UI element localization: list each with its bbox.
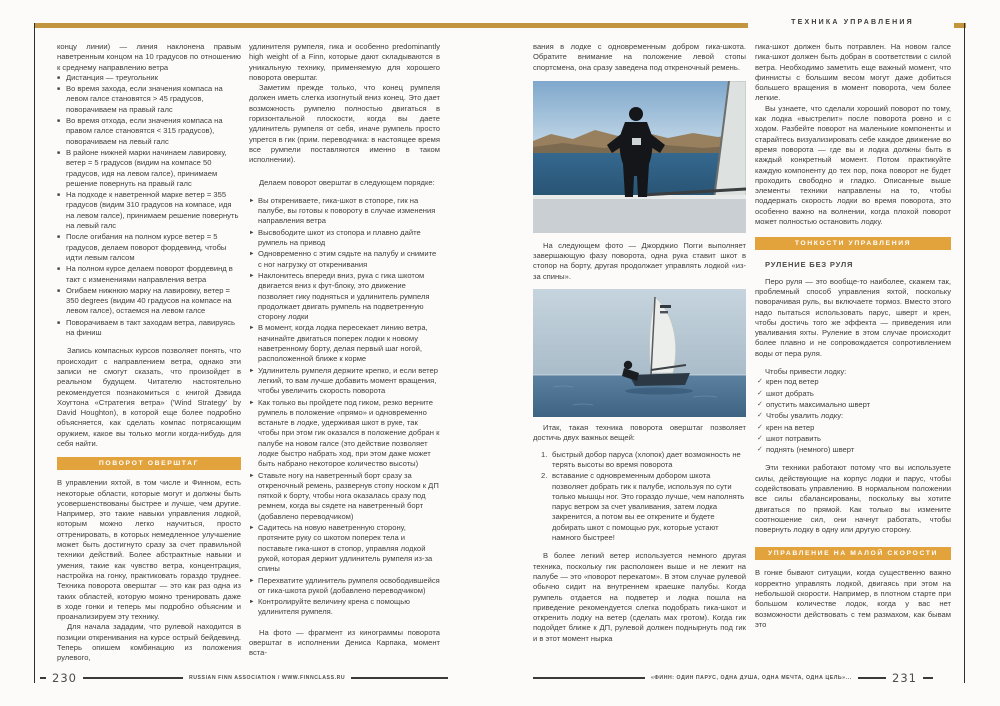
page-edge-right: [964, 23, 965, 683]
tack-steps-list: [249, 196, 440, 618]
list-item: [249, 228, 440, 249]
list-item: [757, 411, 951, 421]
tiller-continuation-paragraph: удлинителя румпеля, гика и особенно predominantly high weight of a Finn, которые дают складываются в уникальную технику, применяемую для хорошего поворота оверштаг.: [249, 42, 440, 82]
footer-motto-text: «ФИНН: ОДИН ПАРУС, ОДНА ДУША, ОДНА МЕЧТА, ОДНА ЦЕЛЬ»...: [651, 675, 852, 681]
list-item-text: Как только вы пройдете под гиком, резко верните румпель в положение «прямо» и одновременно встаньте в лодке, удерживая шкот в руке, так чтобы при этом гик оказался в положение добран к палубе на новом галсе (это действие позволяет лодке быстро набрать ход, при этом даже может быть набрано некоторое количество высоты): [258, 397, 440, 469]
list-item-text: Садитесь на новую наветренную сторону, протяните руку со шкотом поперек тела и поставьте гика-шкот в стопор, управляя лодкой рукой, которая держит удлинитель румпеля из-за спины: [258, 523, 433, 574]
square-bullet-icon: ■: [57, 319, 61, 326]
left-page-column-1: [57, 42, 241, 664]
list-item-text: На подходе к наветренной марке ветер = 355 градусов (видим 310 градусов на компасе, идя на левом галсе), принимаем решение повернуть на левый галс: [66, 190, 239, 231]
list-item: [57, 84, 241, 115]
list-item-text: быстрый добор паруса (хлопок) дает возможность не терять высоты во время поворота: [552, 449, 741, 469]
tack-benefits-list: [533, 450, 746, 544]
arrow-bullet-icon: ►: [249, 251, 255, 258]
steering-checklist: [755, 377, 951, 455]
luff-list-intro: Чтобы привести лодку:: [765, 367, 847, 377]
list-item: [249, 271, 440, 322]
square-bullet-icon: ■: [57, 234, 61, 241]
list-item: [249, 576, 440, 597]
list-item-text: Перехватите удлинитель румпеля освободившейся от гика-шкота рукой (добавлено переводчиком): [258, 575, 440, 595]
footer-rule: [40, 677, 46, 678]
square-bullet-icon: ■: [57, 266, 61, 273]
list-item: [757, 445, 951, 455]
list-item: [757, 434, 951, 444]
section-banner-tack: [57, 457, 241, 470]
left-page-column-2: [249, 42, 440, 659]
list-item-text: Во время захода, если значения компаса на левом галсе становятся > 45 градусов, поворачиваем на правый галс: [66, 84, 223, 114]
list-item: [757, 423, 951, 433]
photo-finn-sailing-art: [533, 289, 746, 417]
list-item-text: Ставьте ногу на наветренный борт сразу за откреночный ремень, развернув стопу носком к ДП пяткой к борту, чтобы нога оказалась сразу под ремнем, когда вы сядете на наветренный борт (добавлено переводчиком): [258, 470, 439, 521]
list-item-text: После огибания на полном курсе ветер = 5 градусов, делаем поворот фордевинд, чтобы идти левым галсом: [66, 232, 227, 262]
list-item-text: Вы открениваете, гика-шкот в стопоре, гик на палубе, вы готовы к повороту в случае изменения направления ветра: [258, 195, 436, 226]
square-bullet-icon: ■: [57, 74, 61, 81]
list-item: [57, 73, 241, 83]
list-item: [757, 389, 951, 399]
list-item: [541, 450, 746, 471]
right-page-column-2: [755, 42, 951, 630]
slow-speed-paragraph: В гонке бывают ситуации, когда существенно важно корректно управлять лодкой, двигаясь при этом на небольшой скорости. Например, в плотном старте при большом количестве лодок, когда у вас нет возможности действовать с тем размахом, как бывам это: [755, 568, 951, 629]
list-item: [57, 286, 241, 317]
check-bullet-icon: ✓: [757, 412, 763, 420]
tack-steps-intro: Делаем поворот оверштаг в следующем порядке:: [259, 177, 435, 187]
light-wind-paragraph: В более легкий ветер используется немного другая техника, поскольку гик расположен выше и не лежит на палубе — это «поворот перекатом». В этом случае рулевой обычно сидит на внутреннем краешке палубы. Когда румпель отдается на подветер и лодка пошла на приведение рекомендуется слегка подобрать гика-шкот и откренить лодку на ветер (сделать мах гротом). Когда гик подойдет ближе к ДП, рулевой должен поднырнуть под гик и в этот момент нырка: [533, 551, 746, 643]
list-item: [249, 323, 440, 364]
section-banner-slow-speed: [755, 547, 951, 560]
list-item: [57, 190, 241, 231]
page-number-231: 231: [892, 671, 917, 685]
page-edge-left: [34, 23, 35, 683]
list-item: [249, 597, 440, 618]
list-item: [757, 400, 951, 410]
number-label: 1.: [541, 449, 548, 459]
list-item: [249, 249, 440, 270]
check-bullet-icon: ✓: [757, 400, 763, 408]
list-item-text: крен под ветер: [766, 377, 819, 387]
section-banner-fine-control-label: ТОНКОСТИ УПРАВЛЕНИЯ: [794, 239, 912, 247]
list-item: [757, 377, 951, 387]
list-item: [541, 471, 746, 543]
page-number-230: 230: [52, 671, 77, 685]
list-item-text: шкот добрать: [766, 388, 814, 398]
list-item-text: Наклонитесь впереди вниз, рука с гика шкотом двигается вниз к фут-блоку, это движение позволяет гику подняться и удлинитель румпеля продолжает двигать румпель на подветренную сторону лодки: [258, 270, 430, 322]
tack-intro-paragraph: В управлении яхтой, в том числе и Финном, есть некоторые области, которые могут и должны быть усовершенствованы быстрее и лучше, чем другие. Например, это такие навыки управления лодкой, которым можно легко научиться, просто оттренировать, в которых немедленное улучшение может быть достигнуто сразу за счет правильной техники действий. Более абстрактные навыки и умения, такие как чувство ветра, концентрация, настройка на гонку, практиковать гораздо труднее. Техника поворота оверштаг — это как раз одна из таких областей, которую можно тренировать даже в ходе гонки и теперь мы подробно объясним и проанализируем эту технику.: [57, 478, 241, 622]
footer-rule: [533, 677, 645, 678]
photo-reference-paragraph: На фото — фрагмент из кинограммы поворота оверштаг в исполнении Дениса Карпака, момент вста-: [249, 627, 440, 658]
footer-rule: [83, 677, 183, 678]
tiller-note-paragraph: Заметим прежде только, что конец румпеля должен иметь слегка изогнутый вниз конец. Это дает возможность румпелю полностью двигаться в горизонтальной плоскости, когда вы даете удлинитель румпеля от себя, иначе румпель просто упрется в гик (прим. переводчика: в настоящее время все румпели поставляются именно в таком исполнении).: [249, 83, 440, 165]
compass-strategy-paragraph: Запись компасных курсов позволяет понять, что происходит с направлением ветра, однако эти записи не смогут сказать, что произойдет в реальном будущем. Читателю настоятельно рекомендуется познакомиться с книгой Дэвида Хоугтона «Стратегия ветра» ('Wind Strategy' by David Houghton), в которой еще более подробно объясняется, как сделать компас потрясающим оружием, какое вы только могли когда-нибудь для себя найти.: [57, 346, 241, 448]
check-bullet-icon: ✓: [757, 378, 763, 386]
list-item-text: Одновременно с этим сядьте на палубу и снимите с ног нагрузку от откренивания: [258, 249, 437, 269]
footer-association-text: RUSSIAN FINN ASSOCIATION / WWW.FINNCLASS.RU: [188, 675, 346, 681]
list-item: [57, 116, 241, 147]
arrow-bullet-icon: ►: [249, 197, 255, 204]
list-item-text: На полном курсе делаем поворот фордевинд в такт с изменениями направления ветра: [66, 264, 233, 284]
intro-continuation-paragraph: концу линии) — линия наклонена правым наветренным концом на 10 градусов по отношению к среднему направлению ветра: [57, 42, 241, 72]
forces-paragraph: Эти техники работают потому что вы используете силы, действующие на корпус лодки и парус, чтобы содействовать управлению. В нормальном положении все силы сбалансированы, поскольку вы хотите двигаться по прямой. Как только вы измените соотношение сил, они начнут работать, чтобы повернуть лодку в одну или другую сторону.: [755, 463, 951, 535]
list-item: [249, 523, 440, 574]
list-item-text: крен на ветер: [766, 422, 815, 432]
tack-benefits-intro: Итак, такая техника поворота оверштаг позволяет достичь двух важных вещей:: [533, 423, 746, 443]
photo-sailor-standing: [533, 81, 746, 233]
section-banner-tack-label: ПОВОРОТ ОВЕРШТАГ: [98, 459, 200, 467]
list-item: [249, 196, 440, 227]
left-page-footer: [40, 671, 448, 685]
list-item-text: шкот потравить: [766, 433, 821, 443]
check-bullet-icon: ✓: [757, 389, 763, 397]
check-bullet-icon: ✓: [757, 446, 763, 454]
arrow-bullet-icon: ►: [249, 367, 255, 374]
footer-rule: [923, 677, 933, 678]
compass-course-list: [57, 73, 241, 338]
photo2-caption: На следующем фото — Джорджио Погги выполняет завершающую фазу поворота, одна рука ставит шкот в стопор на борту, другая продолжает управлять лодкой «из-за спины».: [533, 240, 746, 281]
arrow-bullet-icon: ►: [249, 399, 255, 406]
footer-rule: [858, 677, 886, 678]
list-item-text: Чтобы увалить лодку:: [766, 411, 844, 421]
rudderless-paragraph: Перо руля — это вообще-то наиболее, скажем так, проблемный способ управления яхтой, поскольку поворачивая руль, вы включаете тормоз. Вместо этого надо пытаться использовать парус, шверт и крен, чтобы достичь того же эффекта — приведения или уваливания яхты. Руление в этом случае происходит более плавно и не сопровождается сопротивлением воды от пера руля.: [755, 276, 951, 358]
square-bullet-icon: ■: [57, 149, 61, 156]
rudderless-steering-subheading: РУЛЕНИЕ БЕЗ РУЛЯ: [765, 260, 854, 270]
list-item-text: опустить максимально шверт: [766, 399, 871, 409]
list-item: [57, 318, 241, 339]
photo-finn-sailing: [533, 289, 746, 417]
list-item-text: Удлинитель румпеля держите крепко, и если ветер легкий, то вам лучше добавить момент вращения, чтобы увеличить скорость поворота: [258, 365, 439, 396]
good-tack-paragraph: Вы узнаете, что сделали хороший поворот по тому, как лодка «выстрелит» после поворота ровно и с ходом. Разбейте поворот на маленькие компоненты и старайтесь визуализировать себе каждое движение во время поворота — где вы и лодка должны быть в каждый конкретный момент. Потом практикуйте каждую компоненту до тех пор, пока поворот не будет проходить свободно и гладко. Описанные выше элементы техники направлены на то, чтобы поддержать скорость лодки во время поворота, это особенно важно на волнении, когда плохой поворот может полностью остановить лодку.: [755, 103, 951, 227]
section-banner-fine-control: [755, 237, 951, 250]
right-page-footer: [533, 671, 933, 685]
square-bullet-icon: ■: [57, 86, 61, 93]
bib-patch: [632, 138, 641, 145]
list-item-text: Поворачиваем в такт заходам ветра, лавируясь на финиш: [66, 317, 235, 338]
check-bullet-icon: ✓: [757, 423, 763, 431]
arrow-bullet-icon: ►: [249, 325, 255, 332]
arrow-bullet-icon: ►: [249, 272, 255, 279]
list-item: [249, 366, 440, 397]
list-item-text: вставание с одновременным добором шкота позволяет добрать гик к палубе, используя по сути только мышцы ног. Это гораздо лучше, чем наполнять парус ветром за счет уваливания, затем лодка закренится, а потом вы ее открените и будете добирать шкот с помощью рук, которые устают намного быстрее!: [552, 471, 745, 543]
list-item: [249, 471, 440, 522]
square-bullet-icon: ■: [57, 192, 61, 199]
list-item-text: Дистанция — треугольник: [66, 72, 158, 82]
arrow-bullet-icon: ►: [249, 229, 255, 236]
right-page-column-1: [533, 42, 746, 644]
list-item: [57, 232, 241, 263]
section-banner-slow-speed-label: УПРАВЛЕНИЕ НА МАЛОЙ СКОРОСТИ: [767, 549, 939, 557]
sheet-continuation-paragraph: гика-шкот должен быть потравлен. На новом галсе гика-шкот должен быть добран в соответствии с силой ветра. Необходимо заметить еще важный момент, что финнисты с большим весом могут даже добиться большего вращения в момент поворота, чем более легкие.: [755, 42, 951, 103]
square-bullet-icon: ■: [57, 118, 61, 125]
list-item-text: Высвободите шкот из стопора и плавно дайте румпель на привод: [258, 227, 421, 248]
list-item: [57, 148, 241, 189]
list-item: [249, 398, 440, 470]
arrow-bullet-icon: ►: [249, 525, 255, 532]
footer-rule: [351, 677, 448, 678]
tack-setup-paragraph: Для начала зададим, что рулевой находится в позиции откренивания на курсе острый бейдевинд. Теперь опишем комбинацию из положения рулевого,: [57, 622, 241, 663]
list-item-text: В районе нижней марки начинаем лавировку, ветер = 5 градусов (видим на компасе 50 градусов, идя на левом галсе), принимаем решение повернуть на правый галс: [66, 147, 227, 188]
arrow-bullet-icon: ►: [249, 599, 255, 606]
photo1-caption-continuation: вания в лодке с одновременным добром гика-шкота. Обратите внимание на положение левой стопы спортсмена, она сразу заведена под откреночный ремень.: [533, 42, 746, 72]
number-label: 2.: [541, 471, 548, 481]
sail-insignia: [660, 305, 671, 308]
top-rule-left: [35, 23, 748, 28]
list-item-text: Во время отхода, если значения компаса на правом галсе становятся < 315 градусов), поворачиваем на левый галс: [66, 116, 223, 146]
list-item-text: Огибаем нижнюю марку на лавировку, ветер = 350 degrees (видим 40 градусов на компасе на левом галсе), остаемся на левом галсе: [66, 285, 232, 316]
list-item-text: Контролируйте величину крена с помощью удлинителя румпеля.: [258, 597, 410, 617]
list-item-text: В момент, когда лодка пересекает линию ветра, начинайте двигаться поперек лодки к новому наветренному борту, делая первый шаг ногой, расположенной ближе к корме: [258, 323, 428, 364]
arrow-bullet-icon: ►: [249, 472, 255, 479]
list-item-text: поднять (немного) шверт: [766, 445, 855, 455]
check-bullet-icon: ✓: [757, 434, 763, 442]
square-bullet-icon: ■: [57, 287, 61, 294]
arrow-bullet-icon: ►: [249, 577, 255, 584]
list-item: [57, 264, 241, 285]
boat-deck: [533, 197, 746, 233]
photo-sailor-standing-art: [533, 81, 746, 233]
chapter-header: ТЕХНИКА УПРАВЛЕНИЯ: [791, 18, 914, 26]
